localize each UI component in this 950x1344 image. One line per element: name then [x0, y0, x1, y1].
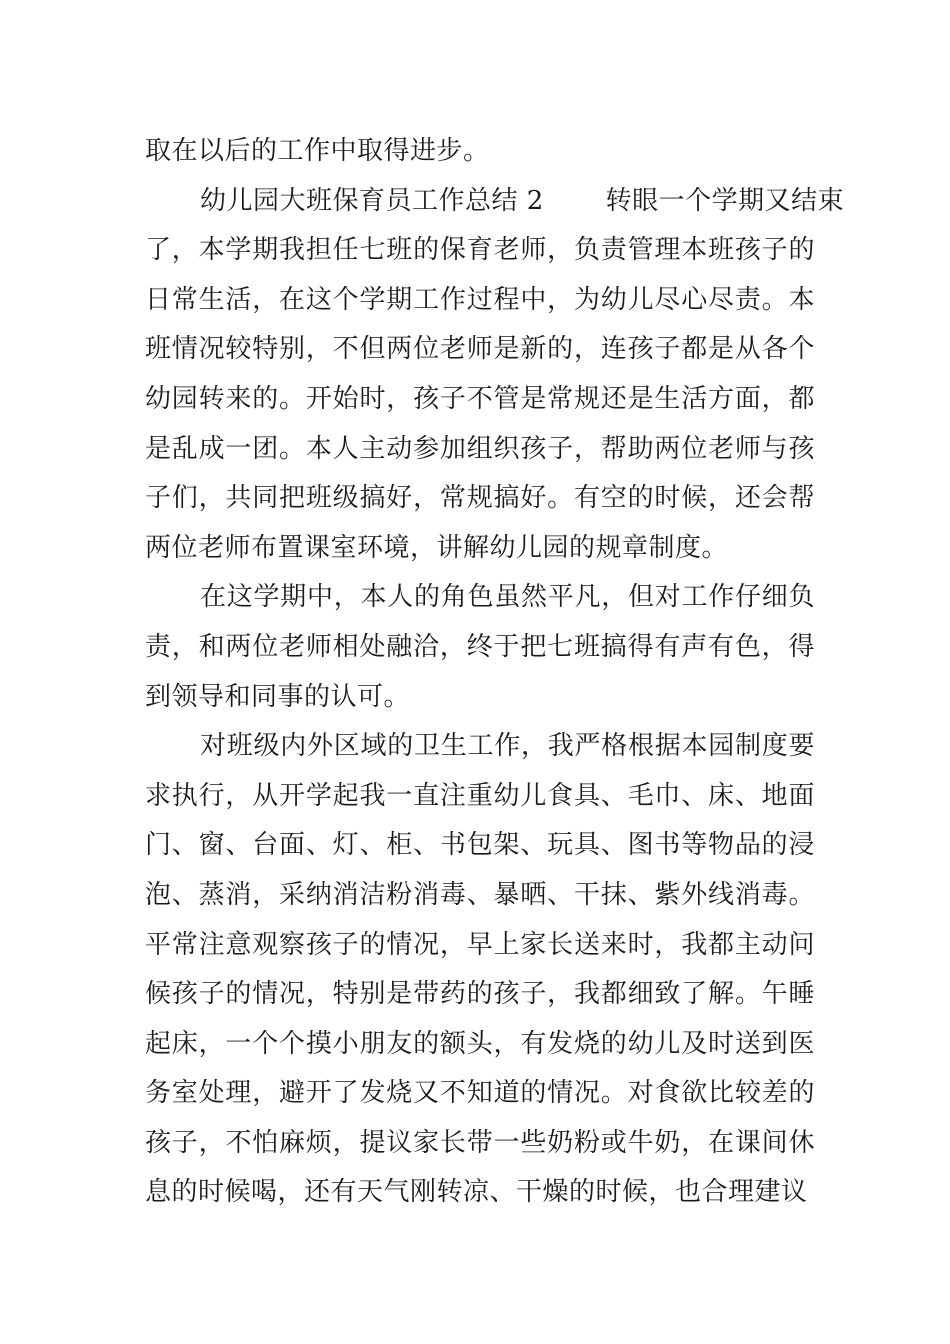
text-line: 到领导和同事的认可。 — [145, 681, 411, 712]
document-body — [145, 127, 845, 1218]
text-line: 孩子，不怕麻烦，提议家长带一些奶粉或牛奶，在课间休 — [145, 1127, 815, 1158]
text-line: 候孩子的情况，特别是带药的孩子，我都细致了解。午睡 — [145, 979, 815, 1010]
text-line: 幼园转来的。开始时，孩子不管是常规还是生活方面，都 — [145, 383, 815, 414]
paragraph — [145, 573, 815, 722]
text-line: 泡、蒸消，采纳消洁粉消毒、暴晒、干抹、紫外线消毒。 — [145, 879, 815, 910]
text-line: 对班级内外区域的卫生工作，我严格根据本园制度要 — [200, 731, 815, 762]
text-line: 了，本学期我担任七班的保育老师，负责管理本班孩子的 — [145, 235, 815, 266]
text-line: 起床，一个个摸小朋友的额头，有发烧的幼儿及时送到医 — [145, 1028, 815, 1059]
text-line: 是乱成一团。本人主动参加组织孩子，帮助两位老师与孩 — [145, 433, 815, 464]
text-line: 幼儿园大班保育员工作总结 2 转眼一个学期又结束 — [200, 185, 845, 216]
text-line: 日常生活，在这个学期工作过程中，为幼儿尽心尽责。本 — [145, 284, 815, 315]
text-line: 子们，共同把班级搞好，常规搞好。有空的时候，还会帮 — [145, 483, 815, 514]
text-line: 责，和两位老师相处融洽，终于把七班搞得有声有色，得 — [145, 631, 815, 662]
text-line: 求执行，从开学起我一直注重幼儿食具、毛巾、床、地面 — [145, 780, 815, 811]
paragraph — [145, 722, 815, 1218]
text-line: 门、窗、台面、灯、柜、书包架、玩具、图书等物品的浸 — [145, 830, 815, 861]
paragraph — [145, 177, 845, 574]
paragraph — [145, 127, 815, 177]
text-line: 息的时候喝，还有天气刚转凉、干燥的时候，也合理建议 — [145, 1177, 808, 1208]
text-line: 班情况较特别，不但两位老师是新的，连孩子都是从各个 — [145, 334, 815, 365]
text-line: 务室处理，避开了发烧又不知道的情况。对食欲比较差的 — [145, 1078, 815, 1109]
text-line: 在这学期中，本人的角色虽然平凡，但对工作仔细负 — [200, 582, 815, 613]
text-line: 平常注意观察孩子的情况，早上家长送来时，我都主动问 — [145, 929, 815, 960]
text-line: 两位老师布置课室环境，讲解幼儿园的规章制度。 — [145, 532, 729, 563]
text-line: 取在以后的工作中取得进步。 — [145, 136, 490, 166]
